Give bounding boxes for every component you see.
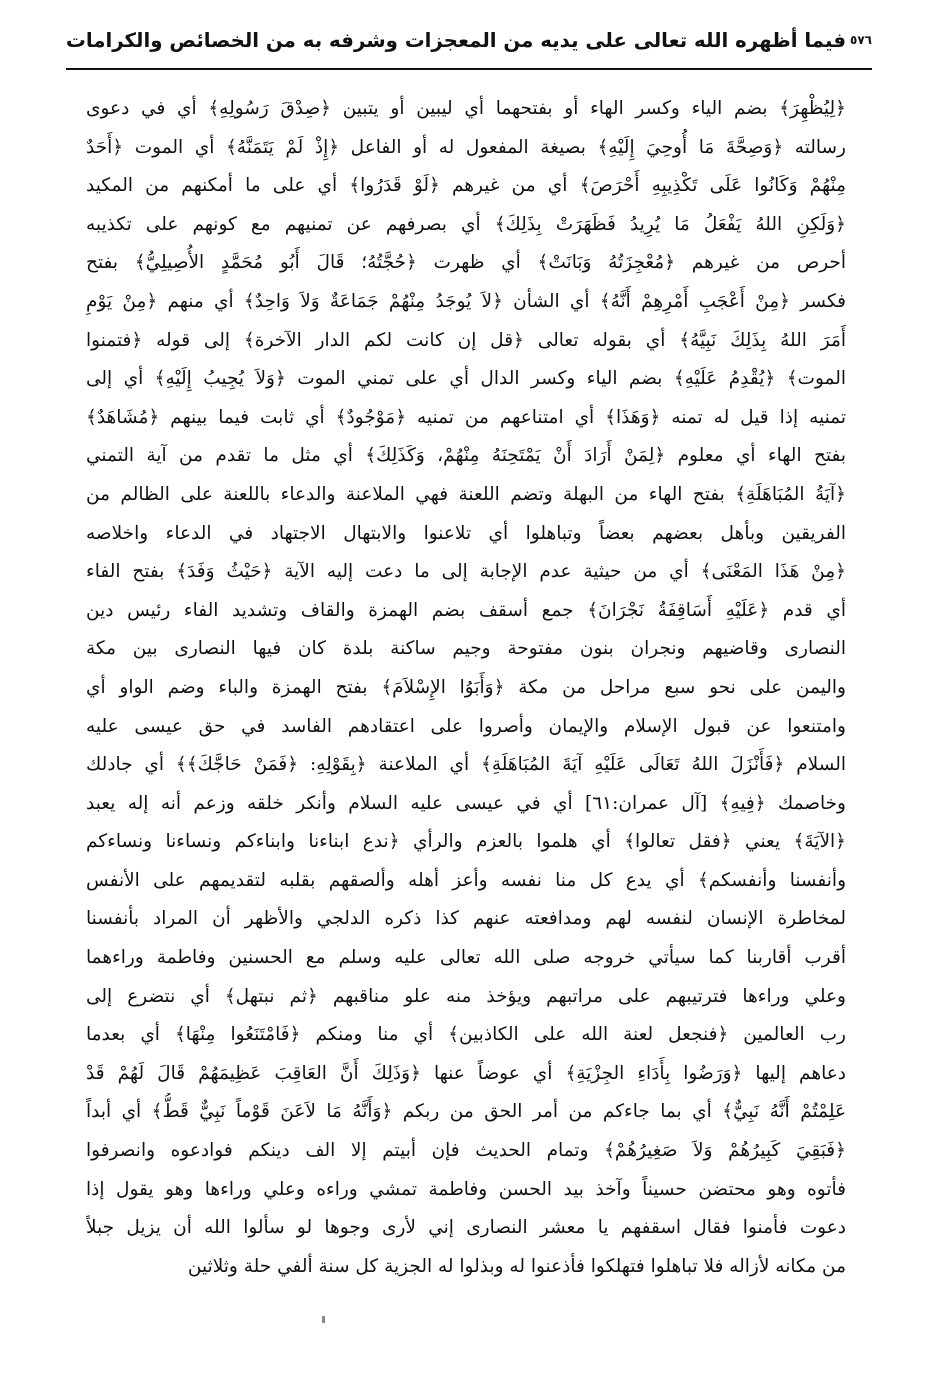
text-line: أحرص من غيرهم ﴿مُعْجِزَتُهُ وَبَانَتْ﴾ أي ظهرت ﴿حُجَّتُهُ؛ قَالَ أَبُو مُحَمَّدٍ الأُصِيلِيُّ﴾ بفتح — [86, 252, 846, 274]
text-line: فكسر ﴿مِنْ أَعْجَبِ أَمْرِهِمْ أَنَّهُ﴾ أي الشأن ﴿لاَ يُوجَدُ مِنْهُمْ جَمَاعَةٌ وَلاَ وَاحِدٌ﴾ أي منهم ﴿مِنْ يَوْمِ — [86, 290, 846, 312]
text-line: أَمَرَ اللهُ بِذَلِكَ نَبِيَّهُ﴾ أي بقوله تعالى ﴿قل إن كانت لكم الدار الآخرة﴾ إلى قوله ﴿فتمنوا — [86, 329, 846, 351]
text-line: ﴿الآيَةَ﴾ يعني ﴿فقل تعالوا﴾ أي هلموا بالعزم والرأي ﴿ندع ابناءنا وابناءكم ونساءنا ونساءكم — [86, 831, 846, 853]
header-rule — [66, 68, 872, 70]
text-line: الفريقين وبأهل بعضهم بعضاً وتباهلوا أي تلاعنوا والابتهال الاجتهاد في الدعاء واخلاصه — [86, 522, 846, 544]
text-line: ﴿لِيُظْهِرَ﴾ بضم الياء وكسر الهاء أو بفتحهما أي ليبين أو يتبين ﴿صِدْقَ رَسُولِهِ﴾ أي في دعوى — [86, 98, 846, 119]
text-line: لمخاطرة الإنسان لنفسه لهم ومدافعته عنهم كذا ذكره الدلجي والأظهر أن المراد بأنفسنا — [86, 908, 846, 930]
text-line: أقرب أقاربنا كما سيأتي خروجه صلى الله تعالى عليه وسلم مع الحسنين وفاطمة وراءهما — [86, 947, 846, 969]
text-line: وعلي وراءها فترتيبهم على مراتبهم ويؤخذ منه علو مناقبهم ﴿ثم نبتهل﴾ أي نتضرع إلى — [86, 985, 846, 1007]
text-line: ﴿فَبَقِيَ كَبِيرُهُمْ وَلاَ صَغِيرُهُمْ﴾ وتمام الحديث فإن أبيتم إلا الف دينكم فوادعوه وانصرفوا — [86, 1140, 846, 1162]
text-line: ﴿وَلَكِنِ اللهُ يَفْعَلُ مَا يُرِيدُ فَظَهَرَتْ بِذَلِكَ﴾ أي بصرفهم عن تمنيهم مع كونهم على تكذيبه — [86, 213, 846, 235]
text-line: ﴿آيَةُ المُبَاهَلَةِ﴾ بفتح الهاء من البهلة وتضم اللعنة فهي الملاعنة والدعاء باللعنة على الظالم من — [86, 483, 846, 505]
text-line: بفتح الهاء أي معلوم ﴿لِمَنْ أَرَادَ أَنْ يَمْتَحِنَهُ مِنْهُمْ، وَكَذَلِكَ﴾ أي مثل ما تقدم من آية التمني — [86, 445, 846, 467]
text-line: عَلِمْتُمْ أَنَّهُ نَبِيٌّ﴾ أي بما جاءكم من أمر الحق من ربكم ﴿وَأَنَّهُ مَا لاَعَنَ قَوْماً نَبِيٌّ قَطُّ﴾ أي أبداً — [86, 1101, 846, 1123]
text-line: النصارى وقاضيهم ونجران بنون مفتوحة وجيم ساكنة بلدة كان فيها النصارى بين مكة — [86, 638, 846, 660]
text-line: وأنفسنا وأنفسكم﴾ أي يدع كل منا نفسه وأعز أهله وألصقهم بقلبه لتقديمهم على الأنفس — [86, 869, 846, 891]
running-title: فيما أظهره الله تعالى على يديه من المعجزات وشرفه به من الخصائص والكرامات — [66, 28, 847, 52]
text-line: ﴿مِنْ هَذَا المَعْنَى﴾ أي من حيثية عدم الإجابة إلى ما دعت إليه الآية ﴿حَيْثُ وَفَدَ﴾ بفتح الفاء — [86, 561, 846, 583]
text-line: من مكانه لأزاله فلا تباهلوا فتهلكوا فأذعنوا له وبذلوا له الجزية كل سنة ألفي حلة وثلاثين — [187, 1255, 846, 1277]
text-line: رسالته ﴿وَصِحَّةَ مَا أُوحِيَ إِلَيْهِ﴾ بصيغة المفعول له أو الفاعل ﴿إِذْ لَمْ يَتَمَنَّهُ﴾ أي الموت ﴿أَحَدٌ — [86, 136, 846, 158]
text-line: واليمن على نحو سبع مراحل من مكة ﴿وَأَبَوُا الإِسْلاَمَ﴾ بفتح الهمزة والباء وضم الواو أي — [86, 676, 846, 698]
text-line: تمنيه إذا قيل له تمنه ﴿وَهَذَا﴾ أي امتناعهم من تمنيه ﴿مَوْجُودٌ﴾ أي ثابت فيما بينهم ﴿مُشَاهَدٌ﴾ — [86, 406, 846, 428]
text-line: دعاهم إليها ﴿وَرَضُوا بِأَدَاءِ الجِزْيَةِ﴾ أي عوضاً عنها ﴿وَذَلِكَ أَنَّ العَاقِبَ عَظِيمَهُمْ قَالَ لَهُمْ قَدْ — [86, 1062, 846, 1084]
text-line: السلام ﴿فَأَنْزَلَ اللهُ تَعَالَى عَلَيْهِ آيَةَ المُبَاهَلَةِ﴾ أي الملاعنة ﴿بِقَوْلِهِ: ﴿فَمَنْ حَاجَّكَ﴾﴾ أي جادلك — [86, 754, 846, 776]
text-line: وامتنعوا عن قبول الإسلام والإيمان وأصروا على اعتقادهم الفاسد في حق عيسى عليه — [86, 715, 846, 737]
scan-speck — [322, 1316, 325, 1323]
text-line: الموت﴾ ﴿يُقْدِمُ عَلَيْهِ﴾ بضم الياء وكسر الدال أي على تمني الموت ﴿وَلاَ يُجِيبُ إِلَيْهِ﴾ أي إلى — [86, 368, 846, 390]
text-line: مِنْهُمْ وَكَانُوا عَلَى تَكْذِيبِهِ أَحْرَصَ﴾ أي من غيرهم ﴿لَوْ قَدَرُوا﴾ أي على ما أمكنهم من المكيد — [86, 175, 846, 197]
page-number: ٥٧٦ — [850, 33, 872, 47]
text-line: وخاصمك ﴿فِيهِ﴾ [آل عمران:٦١] أي في عيسى عليه السلام وأنكر خلقه وزعم أنه إله يعبد — [86, 792, 846, 814]
text-line: أي قدم ﴿عَلَيْهِ أَسَاقِفَةُ نَجْرَانَ﴾ جمع أسقف بضم الهمزة والقاف وتشديد الفاء رئيس دين — [86, 599, 846, 621]
text-line: فأتوه وهو محتضن حسيناً وآخذ بيد الحسن وفاطمة تمشي وراءه وعلي وراءها وهو يقول إذا — [86, 1178, 846, 1200]
text-line: دعوت فأمنوا فقال اسقفهم يا معشر النصارى إني لأرى وجوها لو سألوا الله أن يزيل جبلاً — [86, 1217, 846, 1239]
body-text — [86, 90, 846, 1286]
text-line: رب العالمين ﴿فنجعل لعنة الله على الكاذبين﴾ أي منا ومنكم ﴿فَامْتَنَعُوا مِنْهَا﴾ أي بعدما — [86, 1024, 846, 1046]
running-header — [66, 20, 872, 60]
